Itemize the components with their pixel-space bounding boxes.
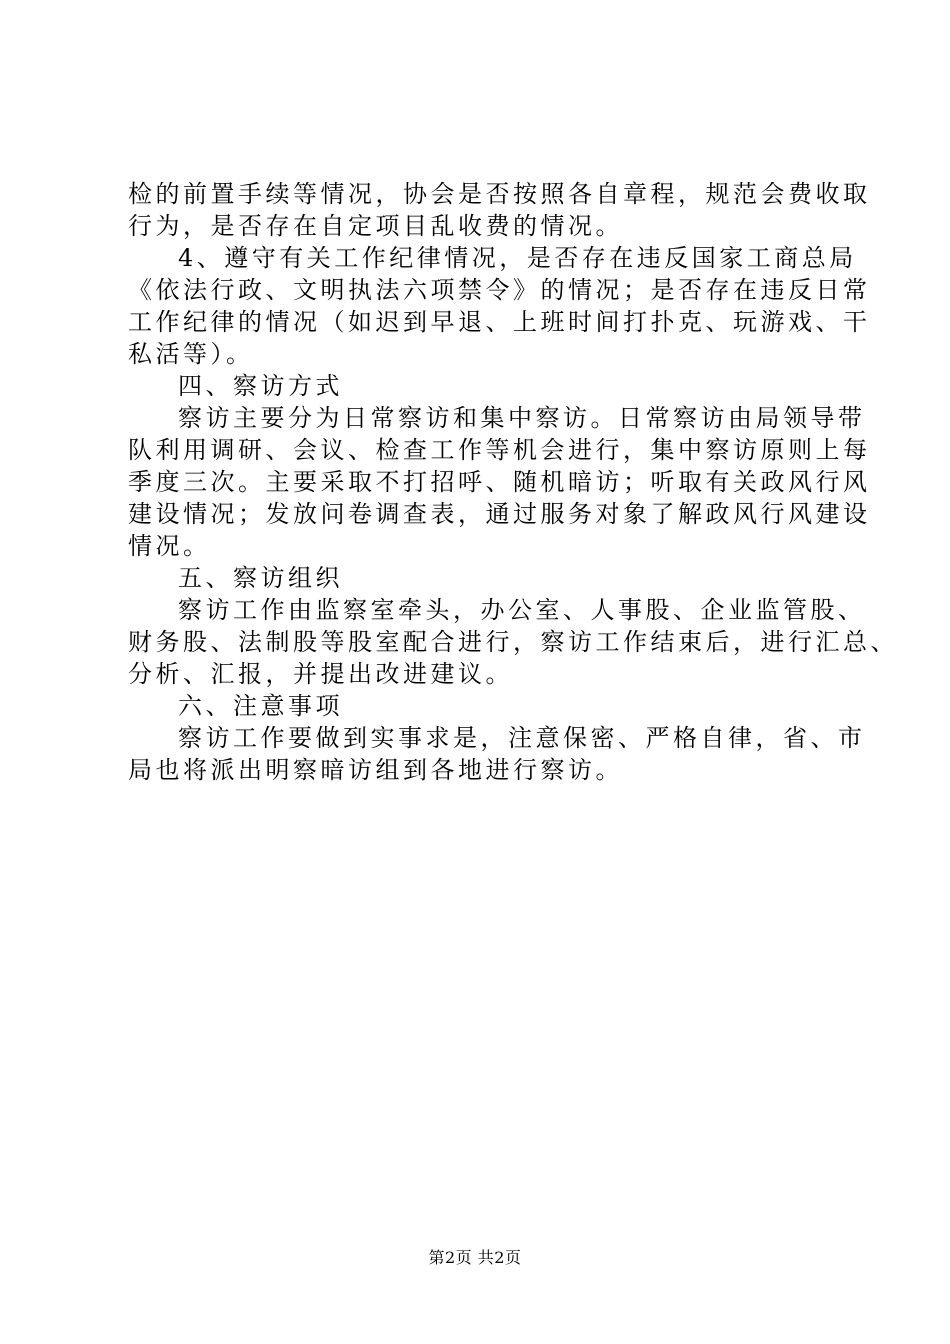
text-line: 察访主要分为日常察访和集中察访。日常察访由局领导带 [178,404,866,432]
section-heading: 五、察访组织 [178,564,343,592]
text-line: 财务股、法制股等股室配合进行，察访工作结束后，进行汇总、 [128,628,898,656]
text-line: 察访工作要做到实事求是，注意保密、严格自律，省、市 [178,724,866,752]
text-line: 私活等）。 [128,340,254,368]
text-line: 4、遵守有关工作纪律情况，是否存在违反国家工商总局 [178,244,857,272]
text-line: 工作纪律的情况（如迟到早退、上班时间打扑克、玩游戏、干 [128,308,871,336]
text-line: 局也将派出明察暗访组到各地进行察访。 [128,756,623,784]
text-line: 建设情况；发放问卷调查表，通过服务对象了解政风行风建设 [128,500,871,528]
text-line: 察访工作由监察室牵头，办公室、人事股、企业监管股、 [178,596,866,624]
text-line: 《依法行政、文明执法六项禁令》的情况；是否存在违反日常 [128,276,871,304]
section-heading: 六、注意事项 [178,692,343,720]
section-heading: 四、察访方式 [178,372,343,400]
text-line: 行为，是否存在自定项目乱收费的情况。 [128,212,623,240]
text-line: 检的前置手续等情况，协会是否按照各自章程，规范会费收取 [128,180,871,208]
page-number-footer: 第2页 共2页 [428,1248,522,1267]
text-line: 情况。 [128,532,211,560]
text-line: 季度三次。主要采取不打招呼、随机暗访；听取有关政风行风 [128,468,871,496]
text-line: 分析、汇报，并提出改进建议。 [128,660,513,688]
text-line: 队利用调研、会议、检查工作等机会进行，集中察访原则上每 [128,436,871,464]
